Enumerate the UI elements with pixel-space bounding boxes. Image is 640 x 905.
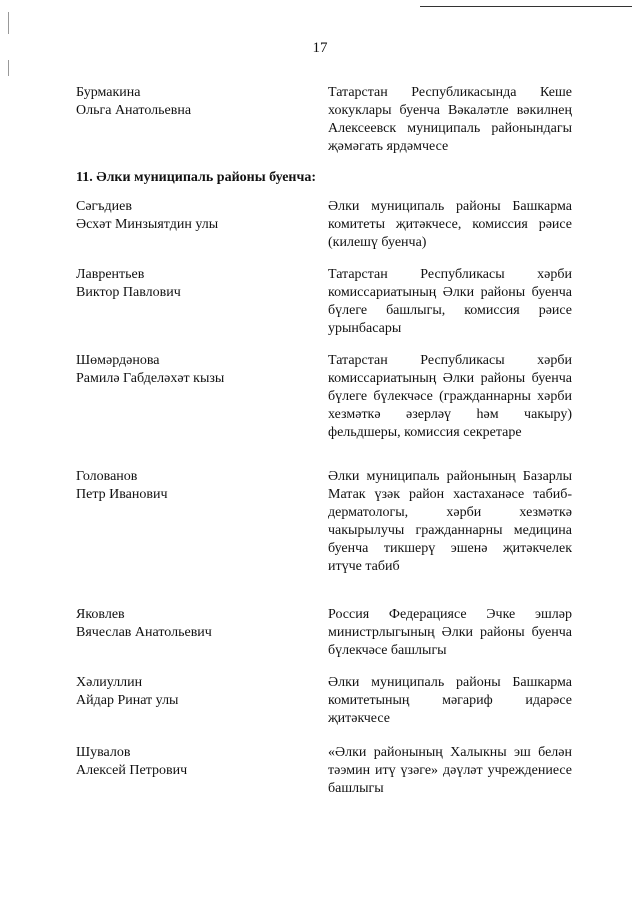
member-surname: Голованов	[76, 469, 138, 484]
member-name	[76, 84, 306, 120]
member-given-names: Әсхәт Минзыятдин улы	[76, 217, 219, 232]
page-number: 17	[312, 40, 328, 56]
member-name	[76, 468, 306, 504]
member-position: Әлки муниципаль районы Башкарма комитеты җитәкчесе, комиссия рәисе (килешү буенча)	[328, 199, 572, 250]
member-surname: Шөмәрдәнова	[76, 353, 160, 368]
member-name	[76, 744, 306, 780]
member-given-names: Рамилә Габделәхәт кызы	[76, 371, 225, 386]
member-position: Россия Федерациясе Эчке эшләр министрлыгының Әлки районы буенча бүлекчәсе башлыгы	[328, 607, 572, 658]
member-name	[76, 352, 306, 388]
member-name	[76, 674, 306, 710]
member-name	[76, 198, 306, 234]
member-surname: Шувалов	[76, 745, 131, 760]
member-name	[76, 606, 306, 642]
member-position: Әлки муниципаль районының Базарлы Матак үзәк район хастаханәсе табиб-дерматологы, хәрби хезмәткә чакырылучы гражданнарны медицина буенча тикшерү эшенә җитәкчелек итүче табиб	[328, 469, 572, 574]
member-position: Татарстан Республикасында Кеше хокуклары буенча Вәкаләтле вәкилнең Алексеевск муниципаль районындагы җәмәгать ярдәмчесе	[328, 85, 572, 154]
scan-edge-mark	[8, 12, 9, 34]
member-surname: Бурмакина	[76, 85, 141, 100]
member-position: Татарстан Республикасы хәрби комиссариатының Әлки районы буенча бүлеге башлыгы, комиссия рәисе урынбасары	[328, 267, 572, 336]
member-given-names: Вячеслав Анатольевич	[76, 625, 212, 640]
member-surname: Хәлиуллин	[76, 675, 143, 690]
member-given-names: Айдар Ринат улы	[76, 693, 179, 708]
member-given-names: Ольга Анатольевна	[76, 103, 192, 118]
member-name	[76, 266, 306, 302]
member-surname: Яковлев	[76, 607, 125, 622]
section-heading: 11. Әлки муниципаль районы буенча:	[76, 170, 317, 185]
scan-edge-mark	[8, 60, 9, 76]
member-surname: Лаврентьев	[76, 267, 145, 282]
header-rule	[420, 6, 632, 7]
member-position: «Әлки районының Халыкны эш белән тәэмин итү үзәге» дәүләт учреждениесе башлыгы	[328, 745, 572, 796]
member-position: Татарстан Республикасы хәрби комиссариатының Әлки районы буенча бүлеге бүлекчәсе (гражданнарны хәрби хезмәткә әзерләү һәм чакыру) фельдшеры, комиссия секретаре	[328, 353, 572, 440]
member-given-names: Виктор Павлович	[76, 285, 181, 300]
member-given-names: Алексей Петрович	[76, 763, 188, 778]
member-position: Әлки муниципаль районы Башкарма комитетының мәгариф идарәсе җитәкчесе	[328, 675, 572, 726]
member-given-names: Петр Иванович	[76, 487, 168, 502]
member-surname: Сәгъдиев	[76, 199, 132, 214]
